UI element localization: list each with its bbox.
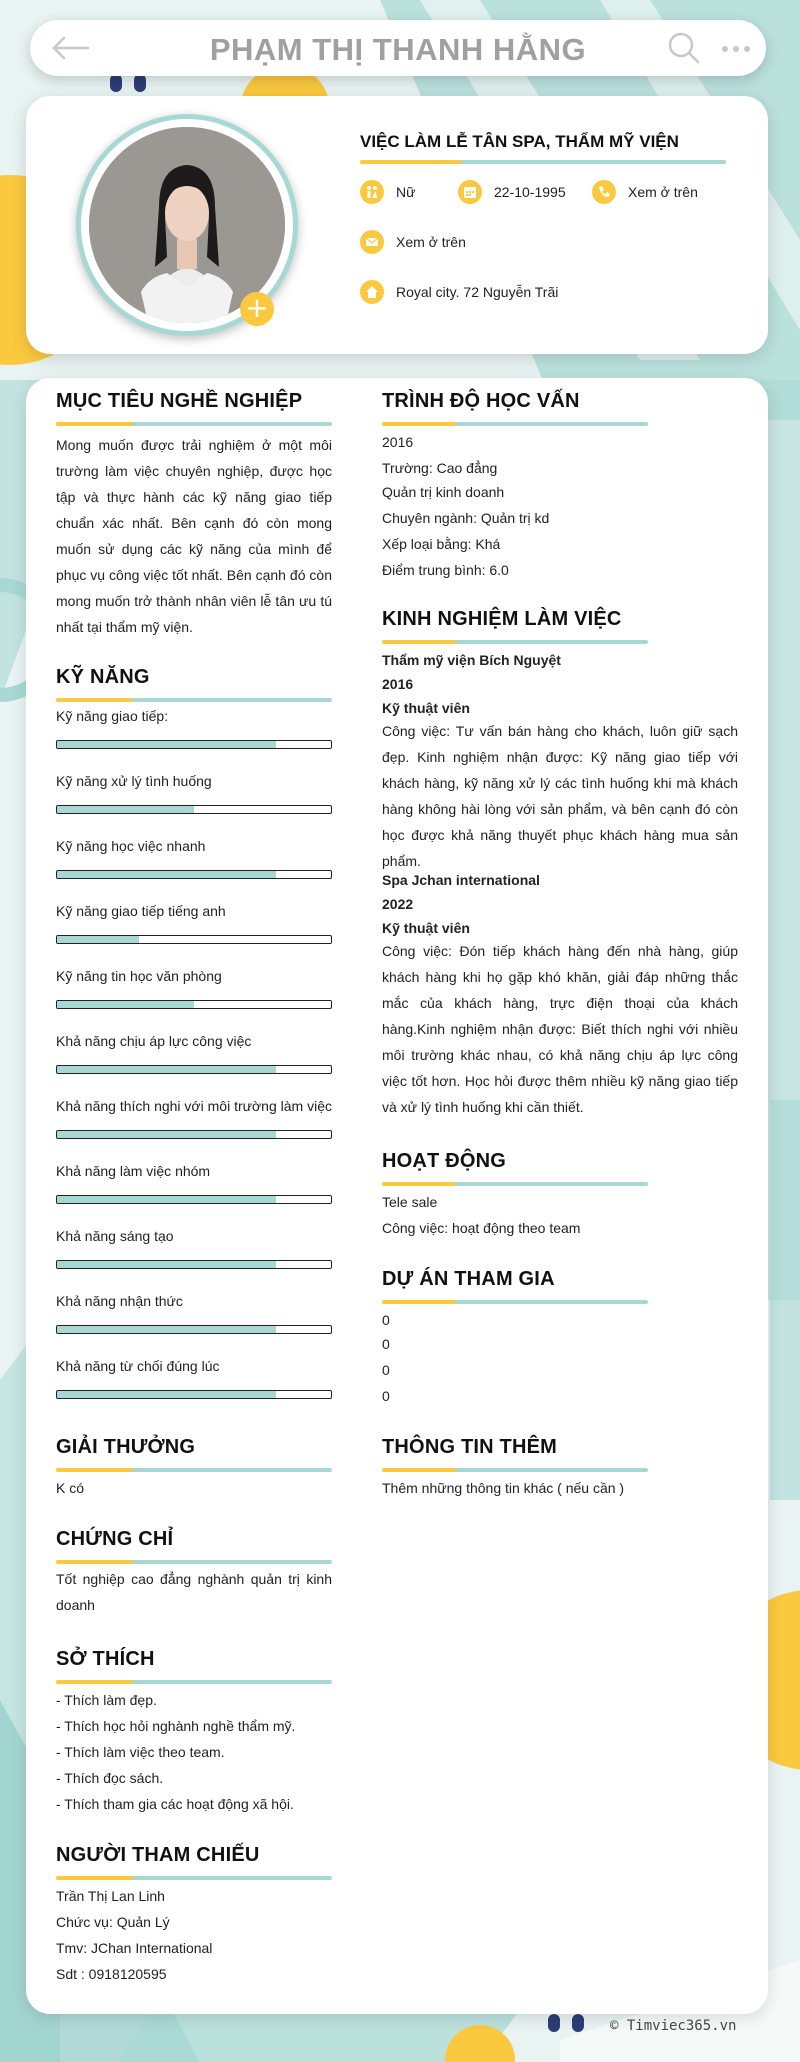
skill-bar	[56, 1130, 332, 1139]
skill-bar-fill	[57, 871, 276, 878]
hobby-item: - Thích tham gia các hoạt động xã hội.	[56, 1796, 294, 1812]
skill-label: Khả năng nhận thức	[56, 1293, 183, 1309]
phone-info	[592, 180, 698, 204]
birthday-info	[458, 180, 566, 204]
skill-bar-fill	[57, 1066, 276, 1073]
skill-bar	[56, 740, 332, 749]
hobby-item: - Thích làm việc theo team.	[56, 1744, 225, 1760]
gender-icon	[360, 180, 384, 204]
job-title: VIỆC LÀM LỄ TÂN SPA, THẨM MỸ VIỆN	[360, 132, 679, 151]
skill-bar-fill	[57, 1391, 276, 1398]
reference-item: Chức vụ: Quản Lý	[56, 1914, 170, 1930]
skill-bar	[56, 1390, 332, 1399]
extra-info-title: THÔNG TIN THÊM	[382, 1436, 558, 1458]
education-item: Trường: Cao đẳng	[382, 460, 498, 476]
hobby-item: - Thích học hỏi nghành nghề thẩm mỹ.	[56, 1718, 296, 1734]
footer-copyright: © Timviec365.vn	[610, 2018, 737, 2034]
skill-bar	[56, 805, 332, 814]
hobbies-title: SỞ THÍCH	[56, 1648, 155, 1670]
section-underline	[56, 1560, 332, 1564]
calendar-icon	[458, 180, 482, 204]
objective-title: MỤC TIÊU NGHỀ NGHIỆP	[56, 390, 303, 412]
skill-bar-fill	[57, 1131, 276, 1138]
phone-icon	[592, 180, 616, 204]
objective-text: Mong muốn được trải nghiệm ở một môi trường làm việc chuyên nghiệp, được học tập và thực hành các kỹ năng giao tiếp chuẩn xác nhất. Bên cạnh đó còn mong muốn sử dụng các kỹ năng của mình để phục vụ công việc tốt nhất. Bên cạnh đó còn mong muốn trở thành nhân viên lễ tân ưu tú nhất tại thẩm mỹ viện.	[56, 437, 332, 635]
experience-company: Thẩm mỹ viện Bích Nguyệt	[382, 652, 561, 668]
more-icon[interactable]	[720, 44, 752, 54]
hobby-item: - Thích đọc sách.	[56, 1770, 164, 1786]
top-bar	[30, 20, 766, 76]
education-title: TRÌNH ĐỘ HỌC VẤN	[382, 390, 580, 412]
skills-title: KỸ NĂNG	[56, 666, 150, 688]
experience-year: 2016	[382, 676, 414, 692]
skill-label: Kỹ năng học việc nhanh	[56, 838, 206, 854]
skill-label: Kỹ năng giao tiếp:	[56, 708, 169, 724]
section-underline	[382, 1182, 648, 1186]
section-underline	[382, 640, 648, 644]
section-underline	[56, 698, 332, 702]
references-title: NGƯỜI THAM CHIẾU	[56, 1844, 260, 1866]
section-underline	[382, 1300, 648, 1304]
hobby-item: - Thích làm đẹp.	[56, 1692, 157, 1708]
skill-label: Khả năng chịu áp lực công việc	[56, 1033, 252, 1049]
skill-bar-fill	[57, 1261, 276, 1268]
email-info	[360, 230, 466, 254]
awards-title: GIẢI THƯỞNG	[56, 1436, 196, 1458]
skill-bar	[56, 935, 332, 944]
extra-info-text: Thêm những thông tin khác ( nếu cần )	[382, 1480, 625, 1496]
candidate-name: PHẠM THỊ THANH HẰNG	[209, 32, 587, 67]
skill-bar-fill	[57, 1196, 276, 1203]
education-item: Điểm trung bình: 6.0	[382, 562, 509, 578]
skill-label: Kỹ năng giao tiếp tiếng anh	[56, 903, 226, 919]
project-item: 0	[382, 1388, 390, 1404]
skill-bar	[56, 1195, 332, 1204]
activity-item: Tele sale	[382, 1194, 438, 1210]
skill-bar	[56, 870, 332, 879]
experience-position: Kỹ thuật viên	[382, 700, 470, 716]
project-item: 0	[382, 1312, 390, 1328]
activities-title: HOẠT ĐỘNG	[382, 1150, 507, 1172]
experience-year: 2022	[382, 896, 414, 912]
certificates-text: Tốt nghiệp cao đẳng nghành quản trị kinh doanh	[56, 1571, 332, 1613]
reference-item: Sdt : 0918120595	[56, 1966, 167, 1982]
skill-bar	[56, 1325, 332, 1334]
experience-description: Công việc: Tư vấn bán hàng cho khách, luôn giữ sạch đẹp. Kinh nghiệm nhận được: Kỹ năng giao tiếp với khách hàng, kỹ năng xử lý các tình huống khi mà khách hàng không hài lòng với sản phẩm, và bên cạnh đó còn học được khả năng thuyết phục khách hàng mua sản phẩm.	[382, 723, 738, 869]
skill-label: Khả năng từ chối đúng lúc	[56, 1358, 220, 1374]
skill-bar-fill	[57, 1001, 194, 1008]
add-photo-button[interactable]: +	[240, 292, 274, 326]
experience-position: Kỹ thuật viên	[382, 920, 470, 936]
skill-bar-fill	[57, 741, 276, 748]
education-item: Chuyên ngành: Quản trị kd	[382, 510, 550, 526]
certificates-title: CHỨNG CHỈ	[56, 1528, 174, 1550]
education-item: Quản trị kinh doanh	[382, 484, 505, 500]
phone-value: Xem ở trên	[628, 184, 698, 200]
skill-bar	[56, 1000, 332, 1009]
profile-header-card	[26, 96, 768, 354]
decor-dot	[572, 2014, 584, 2032]
skill-label: Khả năng sáng tạo	[56, 1228, 174, 1244]
skill-label: Khả năng làm việc nhóm	[56, 1163, 211, 1179]
skill-label: Khả năng thích nghi với môi trường làm việc	[56, 1098, 332, 1114]
section-underline	[56, 422, 332, 426]
skill-label: Kỹ năng xử lý tình huống	[56, 773, 212, 789]
decor-dot	[110, 74, 122, 92]
section-underline	[56, 1680, 332, 1684]
skill-bar	[56, 1065, 332, 1074]
title-underline	[360, 160, 726, 164]
skill-bar	[56, 1260, 332, 1269]
projects-title: DỰ ÁN THAM GIA	[382, 1268, 555, 1290]
awards-text: K có	[56, 1480, 85, 1496]
resume-body-card	[26, 378, 768, 2014]
education-item: 2016	[382, 434, 414, 450]
skill-label: Kỹ năng tin học văn phòng	[56, 968, 222, 984]
experience-company: Spa Jchan international	[382, 872, 540, 888]
skill-bar-fill	[57, 936, 139, 943]
reference-item: Trần Thị Lan Linh	[56, 1888, 165, 1904]
birthday-value: 22-10-1995	[494, 184, 566, 200]
section-underline	[382, 1468, 648, 1472]
education-item: Xếp loại bằng: Khá	[382, 536, 501, 552]
experience-description: Công việc: Đón tiếp khách hàng đến nhà hàng, giúp khách hàng khi họ gặp khó khăn, giải đáp những thắc mắc của khách hàng, trực điện thoại của khách hàng.Kinh nghiệm nhận được: Biết thích nghi với nhiều môi trường khác nhau, có khả năng chịu áp lực công việc tốt hơn. Học hỏi được thêm nhiều kỹ năng giao tiếp và xử lý tình huống khi cần thiết.	[382, 943, 738, 1115]
project-item: 0	[382, 1336, 390, 1352]
skill-bar-fill	[57, 806, 194, 813]
gender-value: Nữ	[396, 184, 416, 200]
search-icon[interactable]	[666, 30, 702, 66]
mail-icon	[360, 230, 384, 254]
skill-bar-fill	[57, 1326, 276, 1333]
home-icon	[360, 280, 384, 304]
section-underline	[382, 422, 648, 426]
decor-dot	[548, 2014, 560, 2032]
activity-item: Công việc: hoạt động theo team	[382, 1220, 581, 1236]
reference-item: Tmv: JChan International	[56, 1940, 213, 1956]
address-info	[360, 280, 558, 304]
decor-dot	[134, 74, 146, 92]
experience-title: KINH NGHIỆM LÀM VIỆC	[382, 608, 622, 630]
address-value: Royal city. 72 Nguyễn Trãi	[396, 284, 559, 300]
gender-info	[360, 180, 415, 204]
section-underline	[56, 1876, 332, 1880]
project-item: 0	[382, 1362, 390, 1378]
section-underline	[56, 1468, 332, 1472]
email-value: Xem ở trên	[396, 234, 466, 250]
